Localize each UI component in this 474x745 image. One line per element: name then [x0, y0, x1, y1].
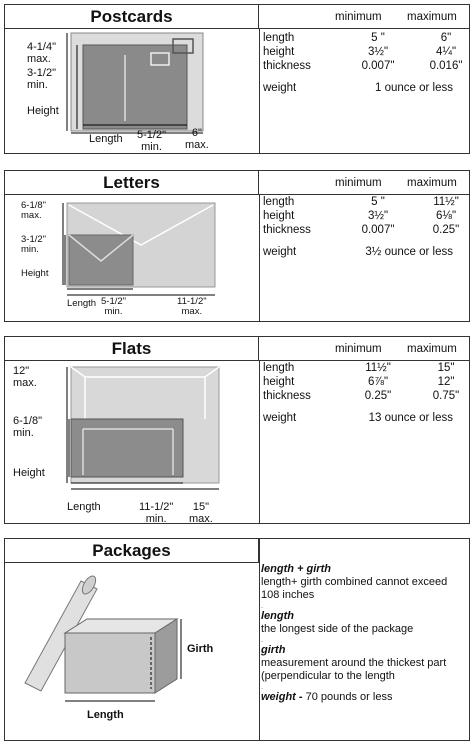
postcards-title: Postcards [5, 5, 259, 29]
length-girth-text: length+ girth combined cannot exceed 108 inches [261, 576, 448, 601]
length-max-label: 11-1/2" max. [177, 296, 207, 317]
divider [259, 29, 260, 153]
spec-row: height 3½" 6⅛" [263, 210, 457, 222]
height-min-label: 3-1/2" min. [21, 234, 47, 255]
package-diagram [5, 539, 259, 742]
length-heading: length [261, 610, 294, 622]
length-min-label: 11-1/2" min. [139, 501, 174, 525]
length-label: Length [89, 133, 123, 145]
length-girth-heading: length + girth [261, 563, 331, 575]
height-label: Height [13, 467, 45, 479]
letters-title: Letters [5, 171, 259, 195]
weight-line: weight - 70 pounds or less [261, 691, 393, 703]
divider [259, 361, 260, 523]
length-label: Length [67, 298, 97, 309]
letters-table-header [259, 171, 469, 195]
flats-panel [4, 336, 470, 524]
length-max-label: 15" max. [189, 501, 213, 525]
minimum-header: minimum [335, 11, 382, 23]
maximum-header: maximum [407, 177, 457, 189]
maximum-header: maximum [407, 343, 457, 355]
divider [259, 539, 260, 740]
spacer: . [261, 682, 264, 691]
height-max-label: 4-1/4" max. [27, 41, 56, 65]
length-max-label: 6" max. [185, 127, 209, 151]
spec-row: thickness 0.007" 0.25" [263, 224, 460, 236]
spec-row: length 5 " 11½" [263, 196, 459, 208]
spec-row: length 5 " 6" [263, 32, 452, 44]
height-label: Height [27, 105, 59, 117]
minimum-header: minimum [335, 343, 382, 355]
height-max-label: 12" max. [13, 365, 37, 389]
maximum-header: maximum [407, 11, 457, 23]
girth-label: Girth [187, 643, 214, 655]
height-min-label: 6-1/8" min. [13, 415, 42, 439]
height-label: Height [21, 268, 49, 279]
height-max-label: 6-1/8" max. [21, 200, 47, 221]
weight-row: weight 13 ounce or less [263, 412, 453, 424]
letters-panel [4, 170, 470, 322]
spec-row: thickness 0.007" 0.016" [263, 60, 463, 72]
length-text: the longest side of the package [261, 623, 414, 635]
spacer: . [261, 601, 264, 610]
minimum-header: minimum [335, 177, 382, 189]
spec-row: height 6⅞" 12" [263, 376, 455, 388]
girth-heading: girth [261, 644, 286, 656]
weight-row: weight 3½ ounce or less [263, 246, 453, 258]
flat-diagram [5, 337, 259, 525]
postcards-specs [263, 31, 465, 95]
girth-text: measurement around the thickest part (perpendicular to the length [261, 657, 447, 682]
flats-specs [263, 361, 465, 425]
packages-panel [4, 538, 470, 741]
postcards-panel [4, 4, 470, 154]
postcards-table-header [259, 5, 469, 29]
packages-specs [261, 563, 465, 704]
packages-title: Packages [5, 539, 259, 563]
spec-row: thickness 0.25" 0.75" [263, 390, 460, 402]
spacer: . [261, 635, 264, 644]
flats-table-header [259, 337, 469, 361]
divider [259, 195, 260, 321]
length-label: Length [87, 709, 124, 721]
length-label: Length [67, 501, 101, 513]
spec-row: height 3½" 4¼" [263, 46, 457, 58]
length-min-label: 5-1/2" min. [137, 129, 166, 153]
letters-specs [263, 195, 465, 259]
weight-row: weight 1 ounce or less [263, 82, 453, 94]
spec-row: length 11½" 15" [263, 362, 455, 374]
height-min-label: 3-1/2" min. [27, 67, 56, 91]
length-min-label: 5-1/2" min. [101, 296, 127, 317]
flats-title: Flats [5, 337, 259, 361]
